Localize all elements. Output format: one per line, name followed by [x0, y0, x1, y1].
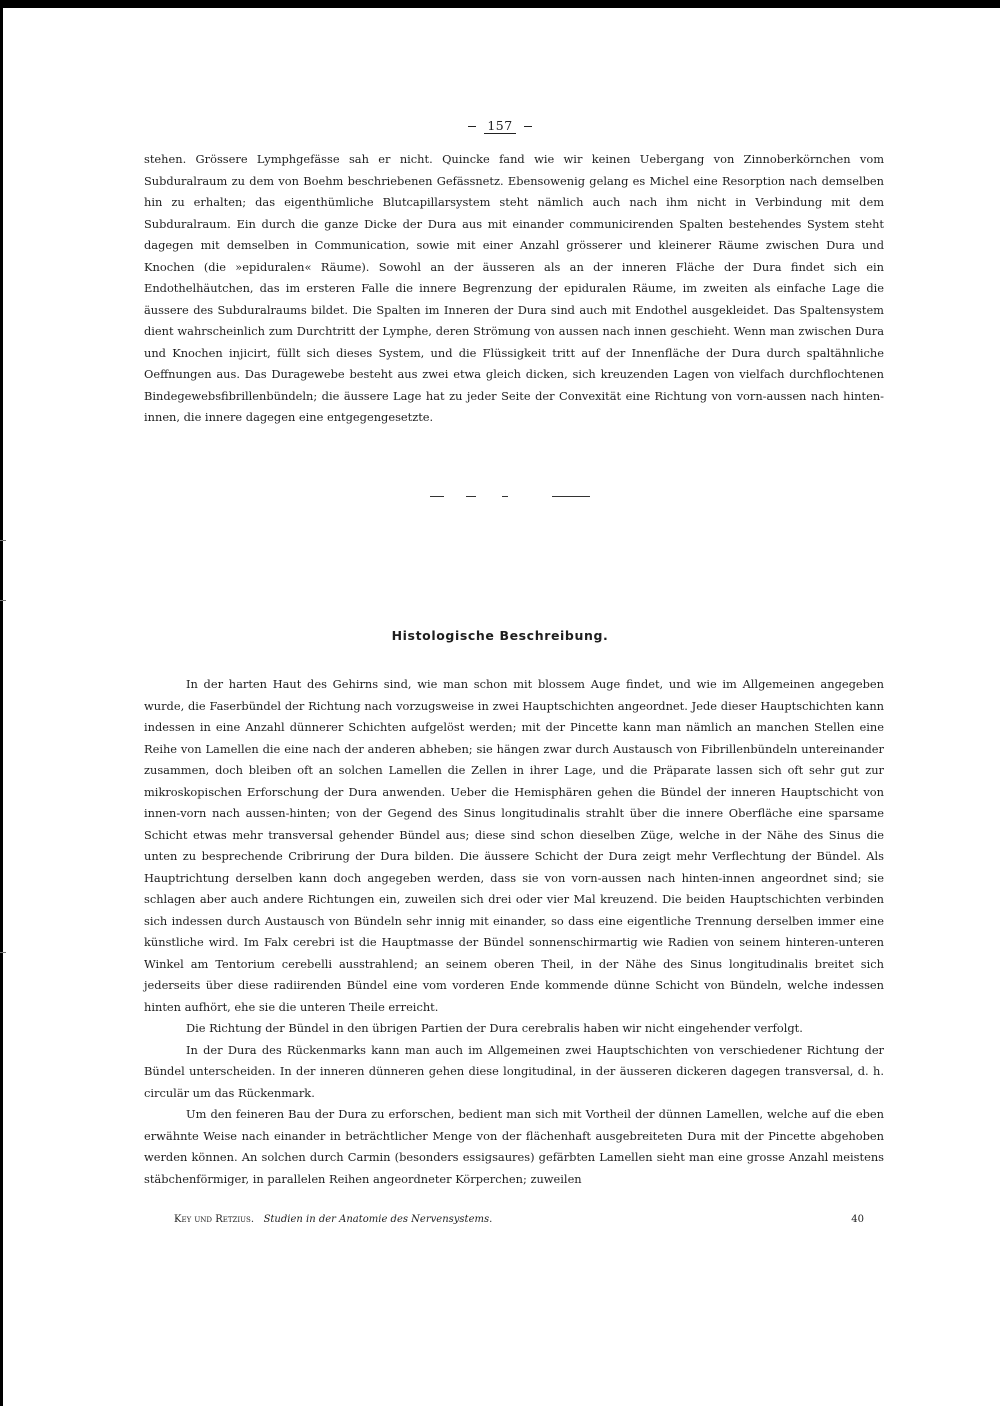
- paragraph: In der harten Haut des Gehirns sind, wie man schon mit blossem Auge findet, und wie im Allgemeinen angegeben wurde, die Faserbündel der Richtung nach vorzugsweise in zwei Hauptschichten angeordnet. Jede dieser Hauptschichten kann indessen in eine Anzahl dünnerer Schichten aufgelöst werden; mit der Pincette kann man nämlich an manchen Stellen eine Reihe von Lamellen die eine nach der anderen abheben; sie hängen zwar durch Austausch von Fibrillenbündeln untereinander zusammen, doch bleiben oft an solchen Lamellen die Zellen in ihrer Lage, und die Präparate lassen sich oft sehr gut zur mikroskopischen Erforschung der Dura anwenden. Ueber die Hemisphären gehen die Bündel der inneren Hauptschicht von innen-vorn nach aussen-hinten; von der Gegend des Sinus longitudinalis strahlt über die innere Oberfläche eine sparsame Schicht etwas mehr transversal gehender Bündel aus; diese sind schon dieselben Züge, welche in der Nähe des Sinus die unten zu besprechende Cribrirung der Dura bilden. Die äussere Schicht der Dura zeigt mehr Verflechtung der Bündel. Als Hauptrichtung derselben kann doch angegeben werden, dass sie von vorn-aussen nach hinten-innen angeordnet sind; sie schlagen aber auch andere Richtungen ein, zuweilen sich drei oder vier Mal kreuzend. Die beiden Hauptschichten verbinden sich indessen durch Austausch von Bündeln sehr innig mit einander, so dass eine eigentliche Trennung derselben immer eine künstliche wird. Im Falx cerebri ist die Hauptmasse der Bündel sonnenschirmartig wie Radien von seinem hinteren-unteren Winkel am Tentorium cerebelli ausstrahlend; an seinem oberen Theil, in der Nähe des Sinus longitudinalis breitet sich jederseits über diese radiirenden Bündel eine vom vorderen Ende kommende dünne Schicht von Bündeln, welche indessen hinten aufhört, ehe sie die unteren Theile erreicht.: [144, 677, 884, 1014]
- footer-citation: [174, 1214, 492, 1225]
- scan-edge-mark: [0, 540, 6, 541]
- section-heading: Histologische Beschreibung.: [391, 628, 609, 643]
- footer-authors: Key und Retzius.: [174, 1214, 255, 1225]
- scan-edge-mark: [0, 600, 6, 601]
- section-body: [144, 674, 884, 1190]
- footer-signature: 40: [851, 1214, 864, 1225]
- page-footer: [174, 1214, 864, 1225]
- page-number: [0, 118, 1000, 134]
- footer-title: Studien in der Anatomie des Nervensystems.: [263, 1214, 493, 1225]
- scan-border-left: [0, 0, 3, 1406]
- scan-edge-mark: [0, 952, 6, 953]
- section-separator: [430, 496, 590, 498]
- continued-text-block: [144, 149, 884, 429]
- paragraph: Die Richtung der Bündel in den übrigen Partien der Dura cerebralis haben wir nicht eingehender verfolgt.: [186, 1021, 803, 1035]
- paragraph: Um den feineren Bau der Dura zu erforschen, bedient man sich mit Vortheil der dünnen Lamellen, welche auf die eben erwähnte Weise nach einander in beträchtlicher Menge von der flächenhaft ausgebreiteten Dura mit der Pincette abgehoben werden können. An solchen durch Carmin (besonders essigsaures) gefärbten Lamellen sieht man eine grosse Anzahl meistens stäbchenförmiger, in parallelen Reihen angeordneter Körperchen; zuweilen: [144, 1107, 884, 1186]
- page-number-text: 157: [484, 118, 515, 134]
- paragraph: In der Dura des Rückenmarks kann man auch im Allgemeinen zwei Hauptschichten von verschiedener Richtung der Bündel unterscheiden. In der inneren dünneren gehen diese longitudinal, in der äusseren dickeren dagegen transversal, d. h. circulär um das Rückenmark.: [144, 1042, 884, 1100]
- paragraph: stehen. Grössere Lymphgefässe sah er nicht. Quincke fand wie wir keinen Uebergang von Zinnoberkörnchen vom Subduralraum zu dem von Boehm beschriebenen Gefässnetz. Ebensowenig gelang es Michel eine Resorption nach demselben hin zu erhalten; das eigenthümliche Blutcapillarsystem steht nämlich auch nach ihm nicht in Verbindung mit dem Subduralraum. Ein durch die ganze Dicke der Dura aus mit einander communicirenden Spalten bestehendes System steht dagegen mit demselben in Communication, sowie mit einer Anzahl grösserer und kleinerer Räume zwischen Dura und Knochen (die »epiduralen« Räume). Sowohl an der äusseren als an der inneren Fläche der Dura findet sich ein Endothelhäutchen, das im ersteren Falle die innere Begrenzung der epiduralen Räume, im zweiten als einfache Lage die äussere des Subduralraums bildet. Die Spalten im Inneren der Dura sind auch mit Endothel ausgekleidet. Das Spaltensystem dient wahrscheinlich zum Durchtritt der Lymphe, deren Strömung von aussen nach innen geschieht. Wenn man zwischen Dura und Knochen injicirt, füllt sich dieses System, und die Flüssigkeit tritt auf der Innenfläche der Dura durch spaltähnliche Oeffnungen aus. Das Duragewebe besteht aus zwei etwa gleich dicken, sich kreuzenden Lagen von vielfach durchflochtenen Bindegewebsfibrillenbündeln; die äussere Lage hat zu jeder Seite der Convexität eine Richtung von vorn-aussen nach hinten-innen, die innere dagegen eine entgegengesetzte.: [144, 152, 884, 424]
- scan-border-top: [0, 0, 1000, 8]
